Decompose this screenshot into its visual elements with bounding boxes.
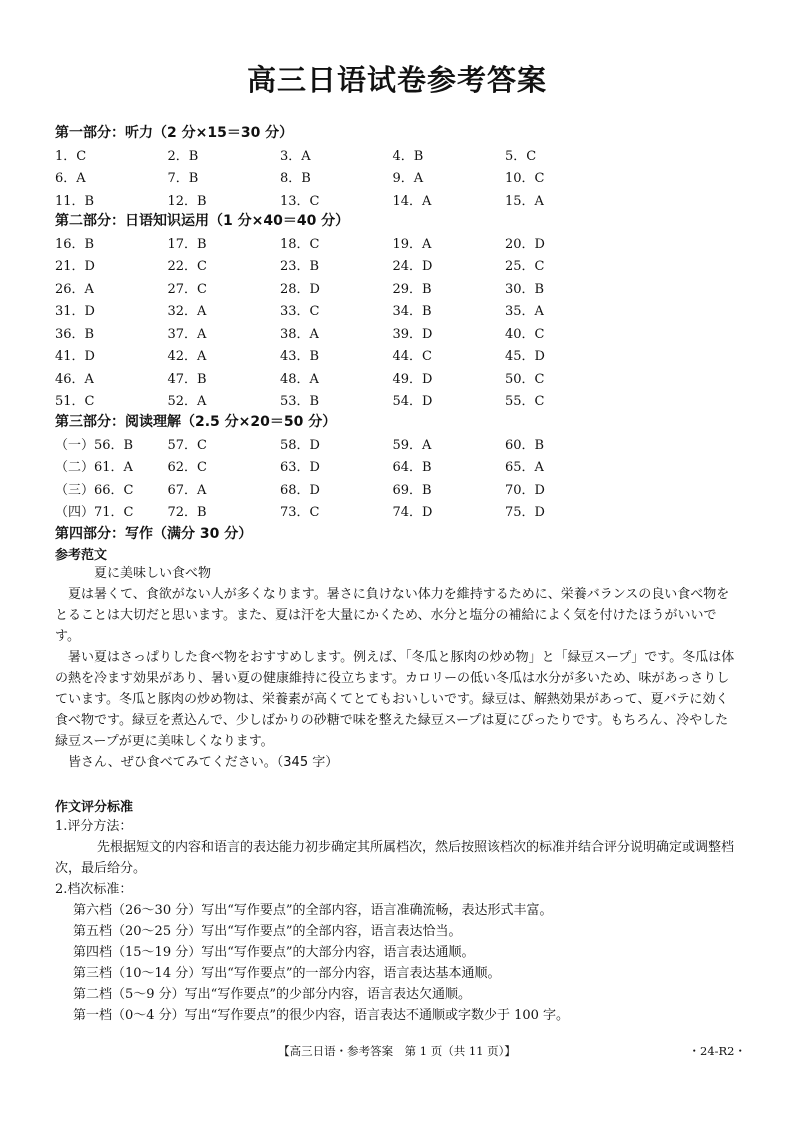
answer-cell: 53．B <box>280 394 320 410</box>
answer-cell: （一）56．B <box>55 437 134 453</box>
scoring-standard-heading: 作文评分标准 <box>55 800 134 815</box>
answer-cell: 64．B <box>392 460 432 476</box>
essay-paragraph: 暑い夏はさっぱりした食べ物をおすすめします。例えば、「冬瓜と豚肉の炒め物」と「緑豆スープ」です。冬瓜は体の熱を冷ます効果があり、暑い夏の健康維持に役立ちます。カロリーの低い冬瓜は水分が多いため、味があっさりしています。冬瓜と豚肉の炒め物は、栄養素が高くてとてもおいしいです。緑豆は、解熱効果があって、夏バテに効く食べ物です。緑豆を煮込んで、少しばかりの砂糖で味を整えた緑豆スープは夏にぴったりです。もちろん、冷やした緑豆スープが更に美味しくなります。 <box>55 650 735 749</box>
answer-cell: 16．B <box>55 236 95 252</box>
levels-label: 2.档次标准： <box>55 882 133 897</box>
essay-paragraph: 皆さん、ぜひ食べてみてください。（345 字） <box>68 755 339 770</box>
essay-title: 夏に美味しい食べ物 <box>94 566 212 581</box>
answer-row <box>55 276 755 299</box>
answer-cell: 48．A <box>280 371 319 387</box>
section-heading-knowledge: 第二部分：日语知识运用（1 分×40＝40 分） <box>55 213 350 229</box>
footer-page-info: 【高三日语・参考答案 第 1 页（共 11 页）】 <box>278 1044 516 1058</box>
answer-cell: 5．C <box>505 148 537 164</box>
answer-cell: 36．B <box>55 326 95 342</box>
answer-cell: 19．A <box>392 236 432 252</box>
answer-row <box>55 231 755 254</box>
answer-cell: 37．A <box>167 326 207 342</box>
answer-cell: 46．A <box>55 371 94 387</box>
answer-grid-part2 <box>55 231 755 411</box>
answer-cell: （四）71．C <box>55 505 134 521</box>
answer-cell: 38．A <box>280 326 319 342</box>
answer-cell: （二）61．A <box>55 460 133 476</box>
answer-cell: 22．C <box>167 259 207 275</box>
answer-cell: 35．A <box>505 304 544 320</box>
answer-grid-part3 <box>55 432 755 522</box>
answer-row <box>55 321 755 344</box>
answer-cell: 7．B <box>167 171 199 187</box>
answer-row <box>55 366 755 389</box>
answer-cell: 42．A <box>167 349 207 365</box>
answer-cell: 23．B <box>280 259 320 275</box>
answer-cell: 72．B <box>167 505 207 521</box>
answer-row <box>55 389 755 412</box>
answer-row <box>55 188 755 211</box>
answer-cell: 31．D <box>55 304 95 320</box>
answer-cell: 68．D <box>280 482 320 498</box>
level-item: 第三档（10～14 分）写出“写作要点”的一部分内容，语言表达基本通顺。 <box>73 966 501 981</box>
answer-cell: 65．A <box>505 460 544 476</box>
answer-cell: 13．C <box>280 193 320 209</box>
answer-cell: 29．B <box>392 281 432 297</box>
answer-cell: 54．D <box>392 394 433 410</box>
answer-cell: 43．B <box>280 349 320 365</box>
scoring-standard <box>55 816 740 1026</box>
answer-cell: 33．C <box>280 304 320 320</box>
answer-cell: 40．C <box>505 326 545 342</box>
level-item: 第六档（26～30 分）写出“写作要点”的全部内容，语言准确流畅，表达形式丰富。 <box>73 903 553 918</box>
section-heading-listening: 第一部分：听力（2 分×15＝30 分） <box>55 125 294 141</box>
answer-cell: 59．A <box>392 437 432 453</box>
answer-cell: 63．D <box>280 460 320 476</box>
answer-cell: 62．C <box>167 460 207 476</box>
sample-essay <box>55 563 740 773</box>
answer-cell: 25．C <box>505 259 545 275</box>
level-item: 第五档（20～25 分）写出“写作要点”的全部内容，语言表达恰当。 <box>73 924 462 939</box>
footer-code: ・24-R2・ <box>688 1044 746 1058</box>
answer-row <box>55 143 755 166</box>
answer-cell: 47．B <box>167 371 207 387</box>
answer-cell: 2．B <box>167 148 199 164</box>
answer-cell: 74．D <box>392 505 433 521</box>
answer-row <box>55 455 755 478</box>
answer-cell: 58．D <box>280 437 320 453</box>
answer-row <box>55 299 755 322</box>
answer-cell: 6．A <box>55 171 86 187</box>
answer-cell: 52．A <box>167 394 207 410</box>
answer-cell: 11．B <box>55 193 95 209</box>
answer-row <box>55 166 755 189</box>
answer-cell: 10．C <box>505 171 545 187</box>
answer-cell: 70．D <box>505 482 545 498</box>
answer-cell: 14．A <box>392 193 432 209</box>
answer-cell: 27．C <box>167 281 207 297</box>
answer-cell: 8．B <box>280 171 311 187</box>
answer-row <box>55 344 755 367</box>
method-text: 先根据短文的内容和语言的表达能力初步确定其所属档次，然后按照该档次的标准并结合评分说明确定或调整档次，最后给分。 <box>55 840 735 876</box>
answer-cell: 49．D <box>392 371 433 387</box>
answer-row <box>55 254 755 277</box>
answer-row <box>55 500 755 523</box>
answer-cell: 75．D <box>505 505 545 521</box>
answer-cell: 34．B <box>392 304 432 320</box>
answer-cell: 73．C <box>280 505 320 521</box>
answer-cell: 20．D <box>505 236 545 252</box>
answer-cell: 3．A <box>280 148 311 164</box>
answer-cell: 44．C <box>392 349 432 365</box>
answer-cell: 9．A <box>392 171 424 187</box>
answer-cell: 26．A <box>55 281 94 297</box>
answer-cell: 28．D <box>280 281 320 297</box>
answer-cell: 67．A <box>167 482 207 498</box>
answer-grid-part1 <box>55 143 755 211</box>
answer-cell: 1．C <box>55 148 87 164</box>
answer-cell: 39．D <box>392 326 433 342</box>
answer-cell: 32．A <box>167 304 207 320</box>
answer-cell: 51．C <box>55 394 95 410</box>
method-label: 1.评分方法： <box>55 819 133 834</box>
answer-cell: 17．B <box>167 236 207 252</box>
section-heading-reading: 第三部分：阅读理解（2.5 分×20＝50 分） <box>55 414 337 430</box>
answer-cell: 4．B <box>392 148 424 164</box>
answer-row <box>55 477 755 500</box>
answer-cell: 15．A <box>505 193 544 209</box>
answer-cell: 69．B <box>392 482 432 498</box>
answer-cell: （三）66．C <box>55 482 134 498</box>
page-title: 高三日语试卷参考答案 <box>246 63 547 97</box>
sample-essay-heading: 参考范文 <box>55 548 108 563</box>
answer-cell: 57．C <box>167 437 207 453</box>
answer-cell: 50．C <box>505 371 545 387</box>
essay-paragraph: 夏は暑くて、食欲がない人が多くなります。暑さに負けない体力を維持するために、栄養バランスの良い食べ物をとることは大切だと思います。また、夏は汗を大量にかくため、水分と塩分の補給によく気を付けたほうがいいです。 <box>55 587 730 644</box>
answer-cell: 18．C <box>280 236 320 252</box>
answer-cell: 12．B <box>167 193 207 209</box>
level-item: 第二档（5～9 分）写出“写作要点”的少部分内容，语言表达欠通顺。 <box>73 987 471 1002</box>
answer-cell: 60．B <box>505 437 545 453</box>
answer-cell: 41．D <box>55 349 95 365</box>
answer-cell: 24．D <box>392 259 433 275</box>
answer-row <box>55 432 755 455</box>
answer-cell: 21．D <box>55 259 95 275</box>
section-heading-writing: 第四部分：写作（满分 30 分） <box>55 526 253 542</box>
answer-cell: 55．C <box>505 394 545 410</box>
answer-cell: 30．B <box>505 281 545 297</box>
answer-cell: 45．D <box>505 349 545 365</box>
level-item: 第一档（0～4 分）写出“写作要点”的很少内容，语言表达不通顺或字数少于 100 字。 <box>73 1008 570 1023</box>
level-item: 第四档（15～19 分）写出“写作要点”的大部分内容，语言表达通顺。 <box>73 945 475 960</box>
